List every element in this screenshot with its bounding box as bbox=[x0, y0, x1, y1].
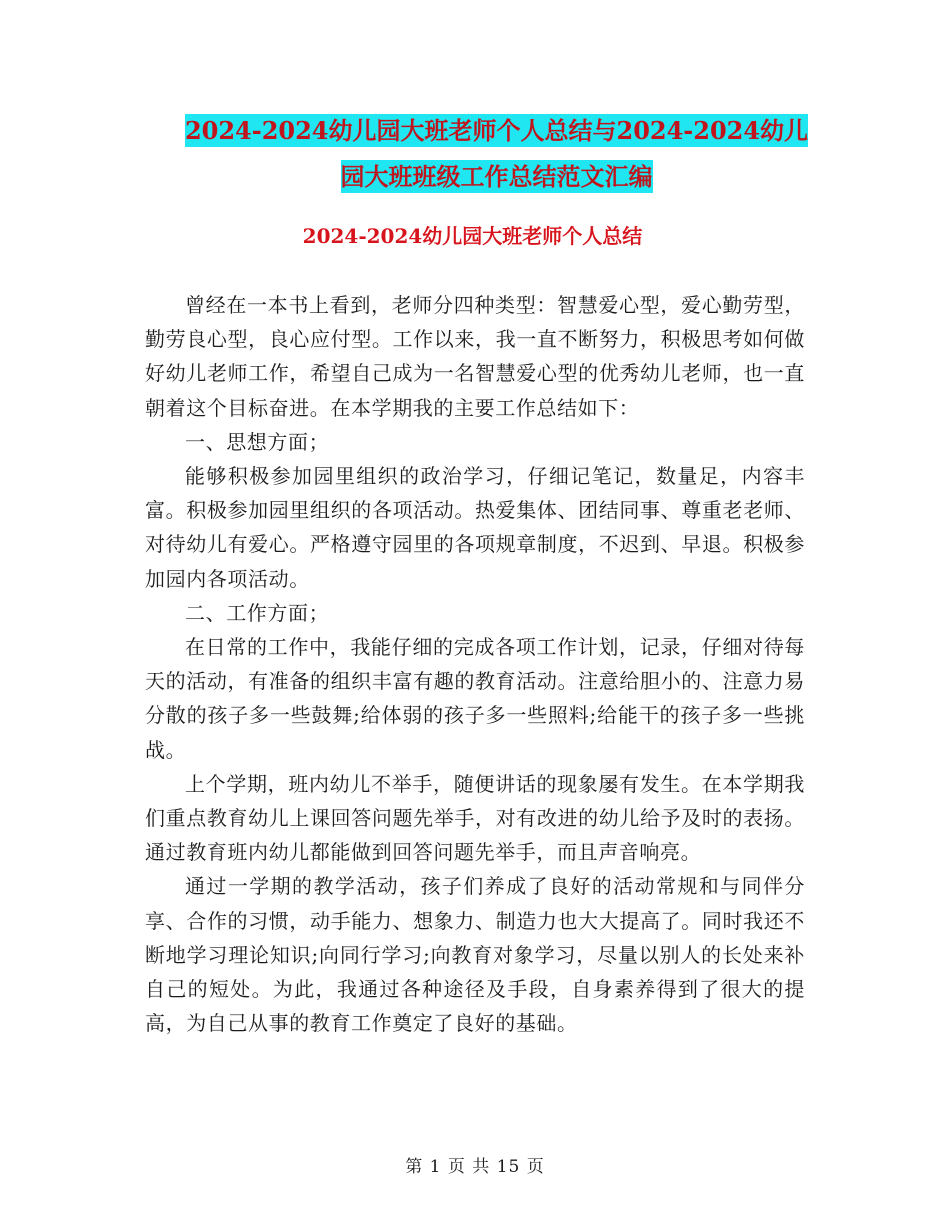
footer-suffix: 页 bbox=[526, 1157, 545, 1177]
document-title-line-2: 园大班班级工作总结范文汇编 bbox=[340, 162, 653, 191]
subheading-work: 二、工作方面； bbox=[185, 600, 330, 625]
total-pages-number: 15 bbox=[496, 1157, 521, 1177]
document-title-line-1: 2024-2024幼儿园大班老师个人总结与2024-2024幼儿 bbox=[184, 116, 809, 145]
footer-prefix: 第 bbox=[405, 1157, 424, 1177]
paragraph: 通过一学期的教学活动，孩子们养成了良好的活动常规和与同伴分享、合作的习惯，动手能力、想象力、制造力也大大提高了。同时我还不断地学习理论知识;向同行学习;向教育对象学习，尽量以别人的长处来补自己的短处。为此，我通过各种途径及手段，自身素养得到了很大的提高，为自己从事的教育工作奠定了良好的基础。 bbox=[145, 874, 805, 1036]
page-footer bbox=[0, 1152, 950, 1177]
current-page-number: 1 bbox=[429, 1157, 442, 1177]
paragraph: 曾经在一本书上看到，老师分四种类型：智慧爱心型，爱心勤劳型，勤劳良心型，良心应付型。工作以来，我一直不断努力，积极思考如何做好幼儿老师工作，希望自己成为一名智慧爱心型的优秀幼儿老师，也一直朝着这个目标奋进。在本学期我的主要工作总结如下： bbox=[145, 293, 805, 420]
paragraph: 上个学期，班内幼儿不举手，随便讲话的现象屡有发生。在本学期我们重点教育幼儿上课回答问题先举手，对有改进的幼儿给予及时的表扬。通过教育班内幼儿都能做到回答问题先举手，而且声音响亮。 bbox=[145, 771, 805, 865]
paragraph: 在日常的工作中，我能仔细的完成各项工作计划，记录，仔细对待每天的活动，有准备的组织丰富有趣的教育活动。注意给胆小的、注意力易分散的孩子多一些鼓舞;给体弱的孩子多一些照料;给能干的孩子多一些挑战。 bbox=[145, 635, 805, 762]
document-body bbox=[145, 288, 805, 1040]
document-title bbox=[140, 108, 853, 200]
footer-mid: 页 共 bbox=[447, 1157, 491, 1177]
section-title: 2024-2024幼儿园大班老师个人总结 bbox=[302, 224, 643, 248]
paragraph: 能够积极参加园里组织的政治学习，仔细记笔记，数量足，内容丰富。积极参加园里组织的各项活动。热爱集体、团结同事、尊重老老师、对待幼儿有爱心。严格遵守园里的各项规章制度，不迟到、早退。积极参加园内各项活动。 bbox=[145, 464, 805, 591]
subheading-thought: 一、思想方面； bbox=[185, 429, 330, 454]
